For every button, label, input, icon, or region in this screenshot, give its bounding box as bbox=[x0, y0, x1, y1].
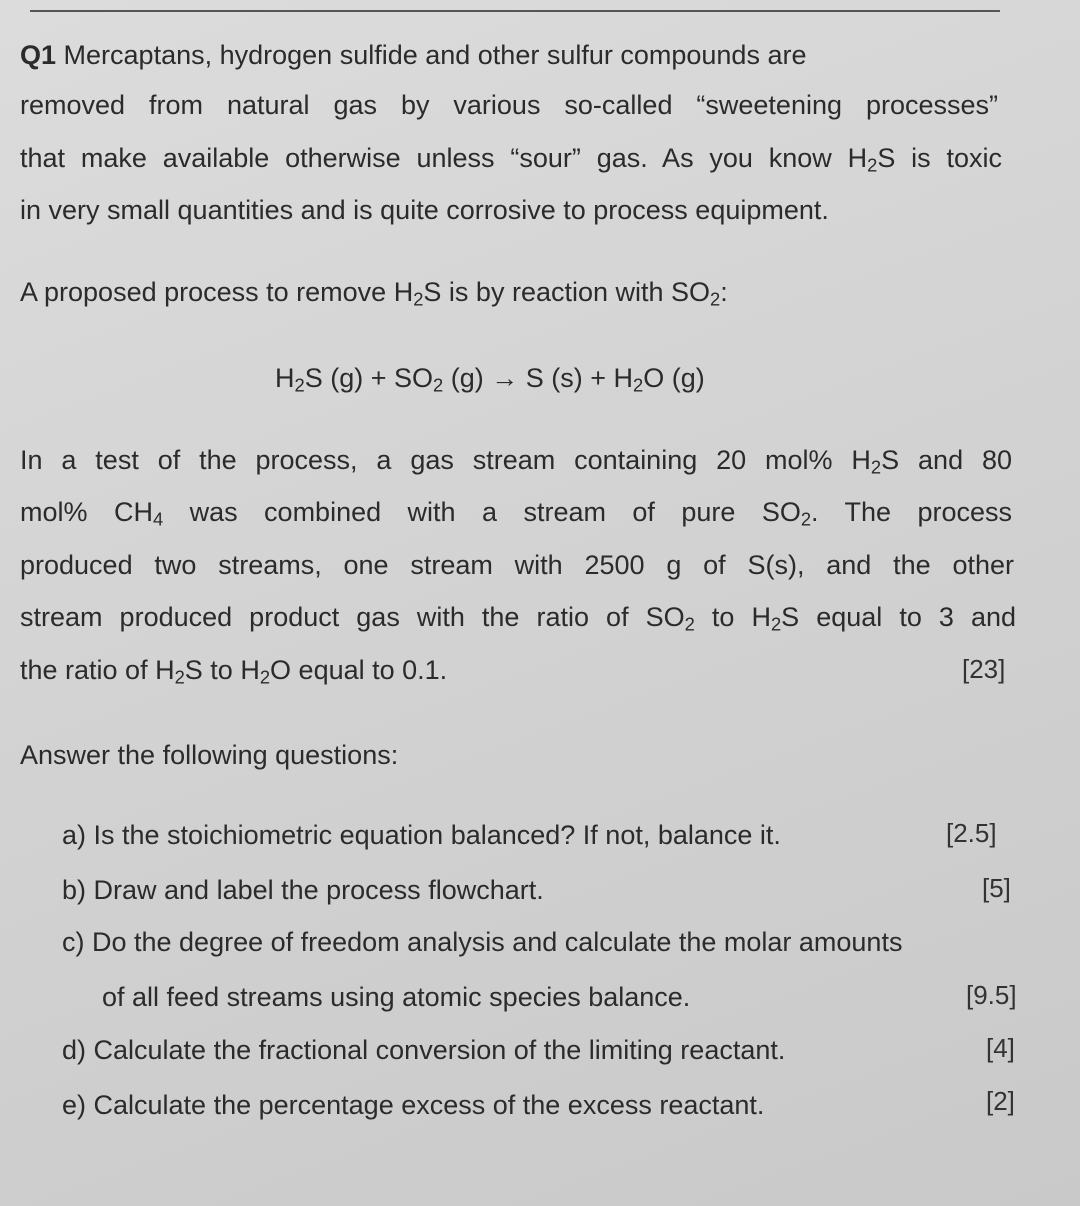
text-segment: S (g) + SO bbox=[304, 363, 434, 393]
text-segment: S is by reaction with SO bbox=[423, 277, 711, 307]
para3-line bbox=[20, 600, 1016, 634]
part-b: b) Draw and label the process flowchart. bbox=[62, 875, 544, 905]
para3-line bbox=[20, 443, 1012, 477]
text-segment: was combined with a stream of pure SO bbox=[163, 497, 801, 527]
part-d-marks: [4] bbox=[986, 1033, 1015, 1063]
part-c-continued: of all feed streams using atomic species balance. bbox=[102, 982, 691, 1012]
subscript: 2 bbox=[770, 613, 782, 635]
para1-line bbox=[20, 141, 1002, 175]
part-e-marks: [2] bbox=[986, 1086, 1015, 1116]
part-b-marks: [5] bbox=[982, 873, 1011, 903]
part-c-marks: [9.5] bbox=[966, 980, 1017, 1010]
subscript: 2 bbox=[684, 613, 695, 635]
subscript: 2 bbox=[413, 288, 424, 310]
text-segment: In a test of the process, a gas stream containing 20 mol% H bbox=[20, 445, 871, 475]
para1-line bbox=[20, 193, 829, 227]
para1-line bbox=[20, 38, 998, 72]
part-a-marks: [2.5] bbox=[946, 818, 997, 848]
subscript: 2 bbox=[800, 508, 812, 530]
text-segment: stream produced product gas with the ratio of SO bbox=[20, 602, 685, 632]
text-segment: S is toxic bbox=[877, 143, 1003, 173]
part-d: d) Calculate the fractional conversion of the limiting reactant. bbox=[62, 1035, 786, 1065]
part-c: c) Do the degree of freedom analysis and calculate the molar amounts bbox=[62, 927, 903, 957]
text-segment: S and 80 bbox=[881, 445, 1012, 475]
text-segment: Mercaptans, hydrogen sulfide and other sulfur compounds are bbox=[56, 40, 807, 70]
para3-line bbox=[20, 653, 447, 687]
text-segment: mol% CH bbox=[20, 497, 153, 527]
text-segment: in very small quantities and is quite corrosive to process equipment. bbox=[20, 195, 829, 225]
text-segment: S equal to 3 and bbox=[781, 602, 1016, 632]
text-segment: S to H bbox=[184, 655, 260, 685]
subscript: 2 bbox=[259, 666, 271, 688]
para1-line bbox=[20, 88, 998, 122]
text-segment: produced two streams, one stream with 2500 g of S(s), and the other bbox=[20, 550, 1014, 580]
subscript: 4 bbox=[152, 508, 164, 530]
text-segment: that make available otherwise unless “sour” gas. As you know H bbox=[20, 143, 868, 173]
subscript: 2 bbox=[867, 154, 878, 176]
subscript: 2 bbox=[710, 288, 721, 310]
subscript: 2 bbox=[174, 666, 185, 688]
text-segment: removed from natural gas by various so-called “sweetening processes” bbox=[20, 90, 998, 120]
subscript: 2 bbox=[294, 374, 305, 396]
top-rule bbox=[30, 10, 1000, 12]
subscript: 2 bbox=[433, 374, 444, 396]
text-segment: : bbox=[720, 277, 728, 307]
text-segment: O (g) bbox=[643, 363, 705, 393]
text-segment: O equal to 0.1. bbox=[270, 655, 448, 685]
part-e: e) Calculate the percentage excess of the excess reactant. bbox=[62, 1090, 765, 1120]
text-segment: A proposed process to remove H bbox=[20, 277, 414, 307]
chemical-equation bbox=[275, 361, 705, 395]
text-segment: (g) → S (s) + H bbox=[443, 363, 633, 393]
text-segment: H bbox=[275, 363, 295, 393]
text-segment: the ratio of H bbox=[20, 655, 175, 685]
subscript: 2 bbox=[633, 374, 644, 396]
para3-line bbox=[20, 495, 1012, 529]
para2-line bbox=[20, 275, 728, 309]
subscript: 2 bbox=[870, 456, 882, 478]
text-segment: . The process bbox=[811, 497, 1012, 527]
question-number: Q1 bbox=[20, 40, 57, 70]
text-segment: to H bbox=[694, 602, 771, 632]
part-a: a) Is the stoichiometric equation balanced? If not, balance it. bbox=[62, 820, 781, 850]
total-marks: [23] bbox=[962, 654, 1006, 684]
answer-prompt: Answer the following questions: bbox=[20, 740, 399, 770]
para3-line bbox=[20, 548, 1014, 582]
